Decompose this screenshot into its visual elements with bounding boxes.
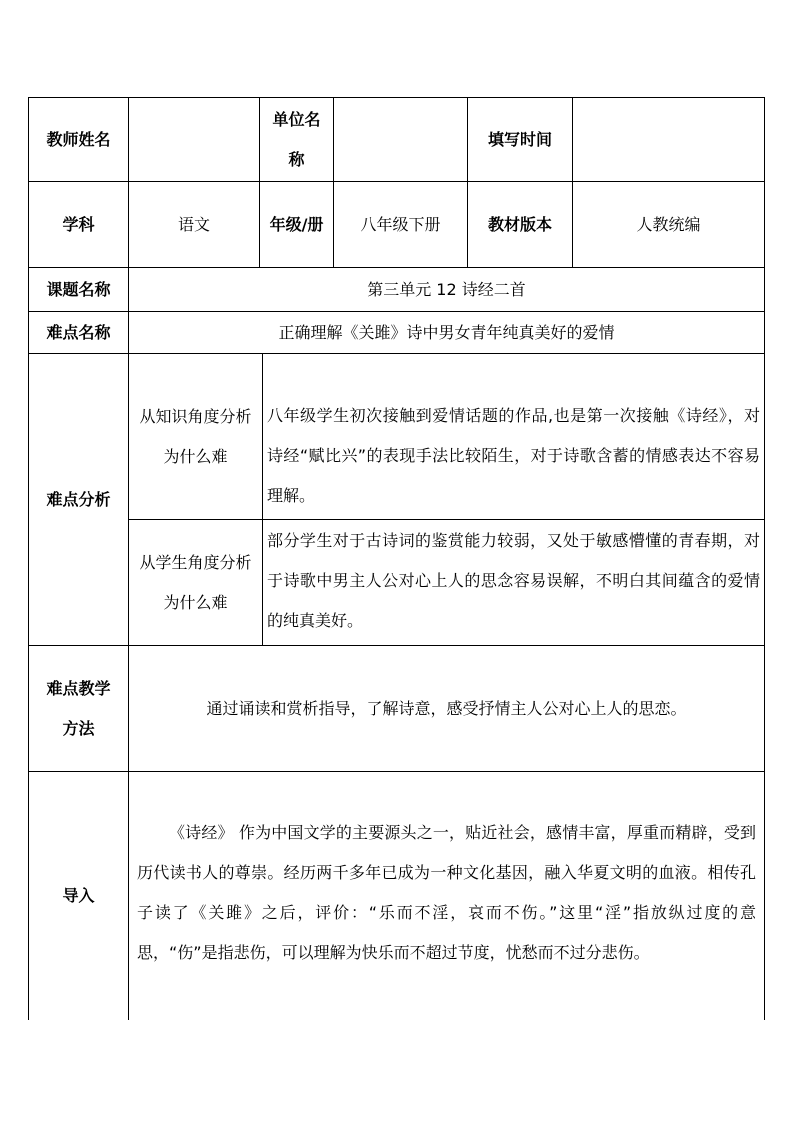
- student-angle-label: 从学生角度分析为什么难: [139, 552, 252, 612]
- teacher-name-value: [129, 98, 259, 181]
- subject-label: 学科: [62, 214, 95, 234]
- analysis-label: 难点分析: [46, 489, 111, 509]
- student-angle-text: 部分学生对于古诗词的鉴赏能力较弱，又处于敏感懵懂的青春期，对于诗歌中男主人公对心上人的思念容易误解，不明白其间蕴含的爱情的纯真美好。: [267, 531, 760, 630]
- textbook-label: 教材版本: [487, 214, 552, 234]
- fill-time-label: 填写时间: [487, 129, 552, 149]
- subject-value: 语文: [177, 214, 210, 234]
- fill-time-value: [573, 98, 764, 181]
- textbook-value: 人教统编: [636, 214, 701, 234]
- table-right-border: [764, 97, 765, 1020]
- unit-name-value: [334, 98, 467, 181]
- grade-label: 年级/册: [269, 214, 324, 234]
- teacher-name-label: 教师姓名: [46, 129, 111, 149]
- intro-label: 导入: [62, 886, 95, 905]
- intro-text: 《诗经》 作为中国文学的主要源头之一，贴近社会，感情丰富，厚重而精辟，受到历代读书人的尊崇。经历两千多年已成为一种文化基因，融入华夏文明的血液。相传孔子读了《关雎》之后，评价：“乐而不淫，哀而不伤。”这里“淫”指放纵过度的意思，“伤”是指悲伤，可以理解为快乐而不超过节度，忧愁而不过分悲伤。: [137, 823, 756, 962]
- knowledge-angle-label: 从知识角度分析为什么难: [139, 406, 252, 466]
- knowledge-angle-text: 八年级学生初次接触到爱情话题的作品,也是第一次接触《诗经》，对诗经“赋比兴”的表现手法比较陌生，对于诗歌含蓄的情感表达不容易理解。: [267, 406, 760, 505]
- method-text: 通过诵读和赏析指导，了解诗意，感受抒情主人公对心上人的思恋。: [206, 698, 687, 718]
- topic-value: 第三单元 12 诗经二首: [367, 279, 526, 299]
- grade-value: 八年级下册: [360, 214, 441, 234]
- col-divider: [262, 353, 263, 645]
- topic-label: 课题名称: [46, 279, 111, 299]
- method-label: 难点教学方法: [46, 678, 111, 738]
- difficulty-label: 难点名称: [46, 322, 111, 342]
- difficulty-value: 正确理解《关雎》诗中男女青年纯真美好的爱情: [278, 322, 615, 342]
- unit-name-label: 单位名称: [272, 109, 321, 169]
- row-divider: [28, 771, 765, 772]
